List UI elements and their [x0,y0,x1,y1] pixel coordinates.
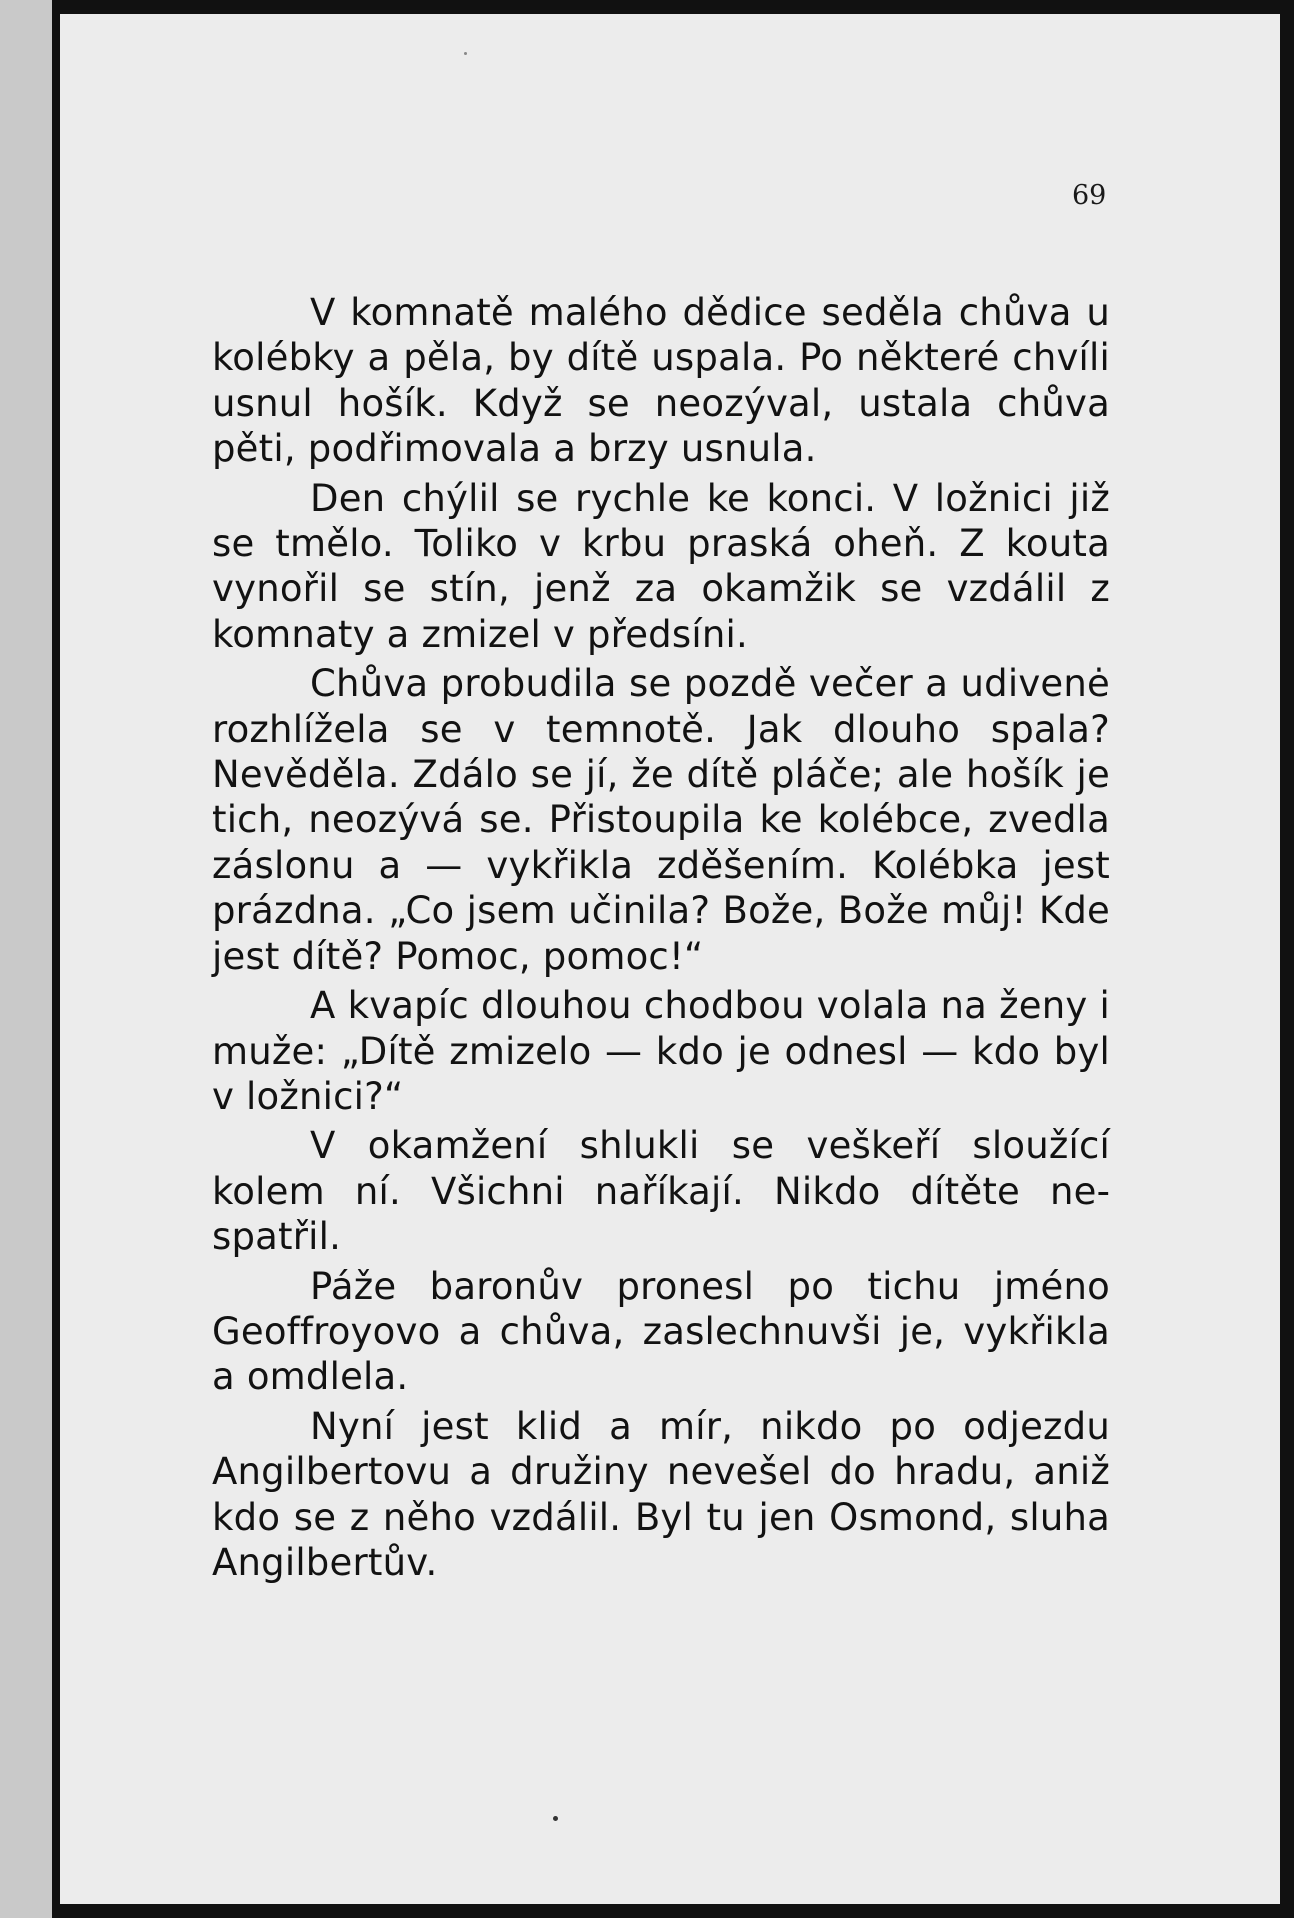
page-number: 69 [1072,180,1107,211]
previous-page-edge [0,0,52,1918]
print-speck [464,52,467,55]
paragraph-4: A kvapíc dlouhou chodbou volala na ženy i muže: „Dítě zmizelo — kdo je odnesl — kdo byl v ložnici?“ [212,984,1110,1118]
body-text [212,290,1110,1589]
paragraph-7: Nyní jest klid a mír, nikdo po odjezdu Angilbertovu a družiny nevešel do hradu, aniž kdo se z něho vzdálil. Byl tu jen Osmond, sluha Angilbertův. [212,1404,1110,1584]
paragraph-3: Chůva probudila se pozdě večer a udivenė rozhlížela se v temnotě. Jak dlouho spala? Nevěděla. Zdálo se jí, že dítě pláče; ale hošík je tich, neozývá se. Přistoupila ke kolébce, zvedla záslonu a — vykřikla zděšením. Kolébka jest prázdna. „Co jsem učinila? Bože, Bože můj! Kde jest dítě? Pomoc, pomoc!“ [212,662,1110,978]
paragraph-5: V okamžení shlukli se veškeří sloužící kolem ní. Všichni naříkají. Nikdo dítěte nespatřil. [212,1124,1110,1259]
paragraph-1: V komnatě malého dědice seděla chůva u kolébky a pěla, by dítě uspala. Po některé chvíli usnul hošík. Když se neozýval, ustala chůva pěti, podřimovala a brzy usnula. [212,291,1110,471]
paragraph-2: Den chýlil se rychle ke konci. V ložnici již se tmělo. Toliko v krbu praská oheň. Z kouta vynořil se stín, jenž za okamžik se vzdálil z komnaty a zmizel v předsíni. [212,476,1110,656]
print-speck [553,1816,558,1821]
paragraph-6: Páže baronův pronesl po tichu jméno Geoffroyovo a chůva, zaslechnuvši je, vykřikla a omdlela. [212,1264,1110,1399]
